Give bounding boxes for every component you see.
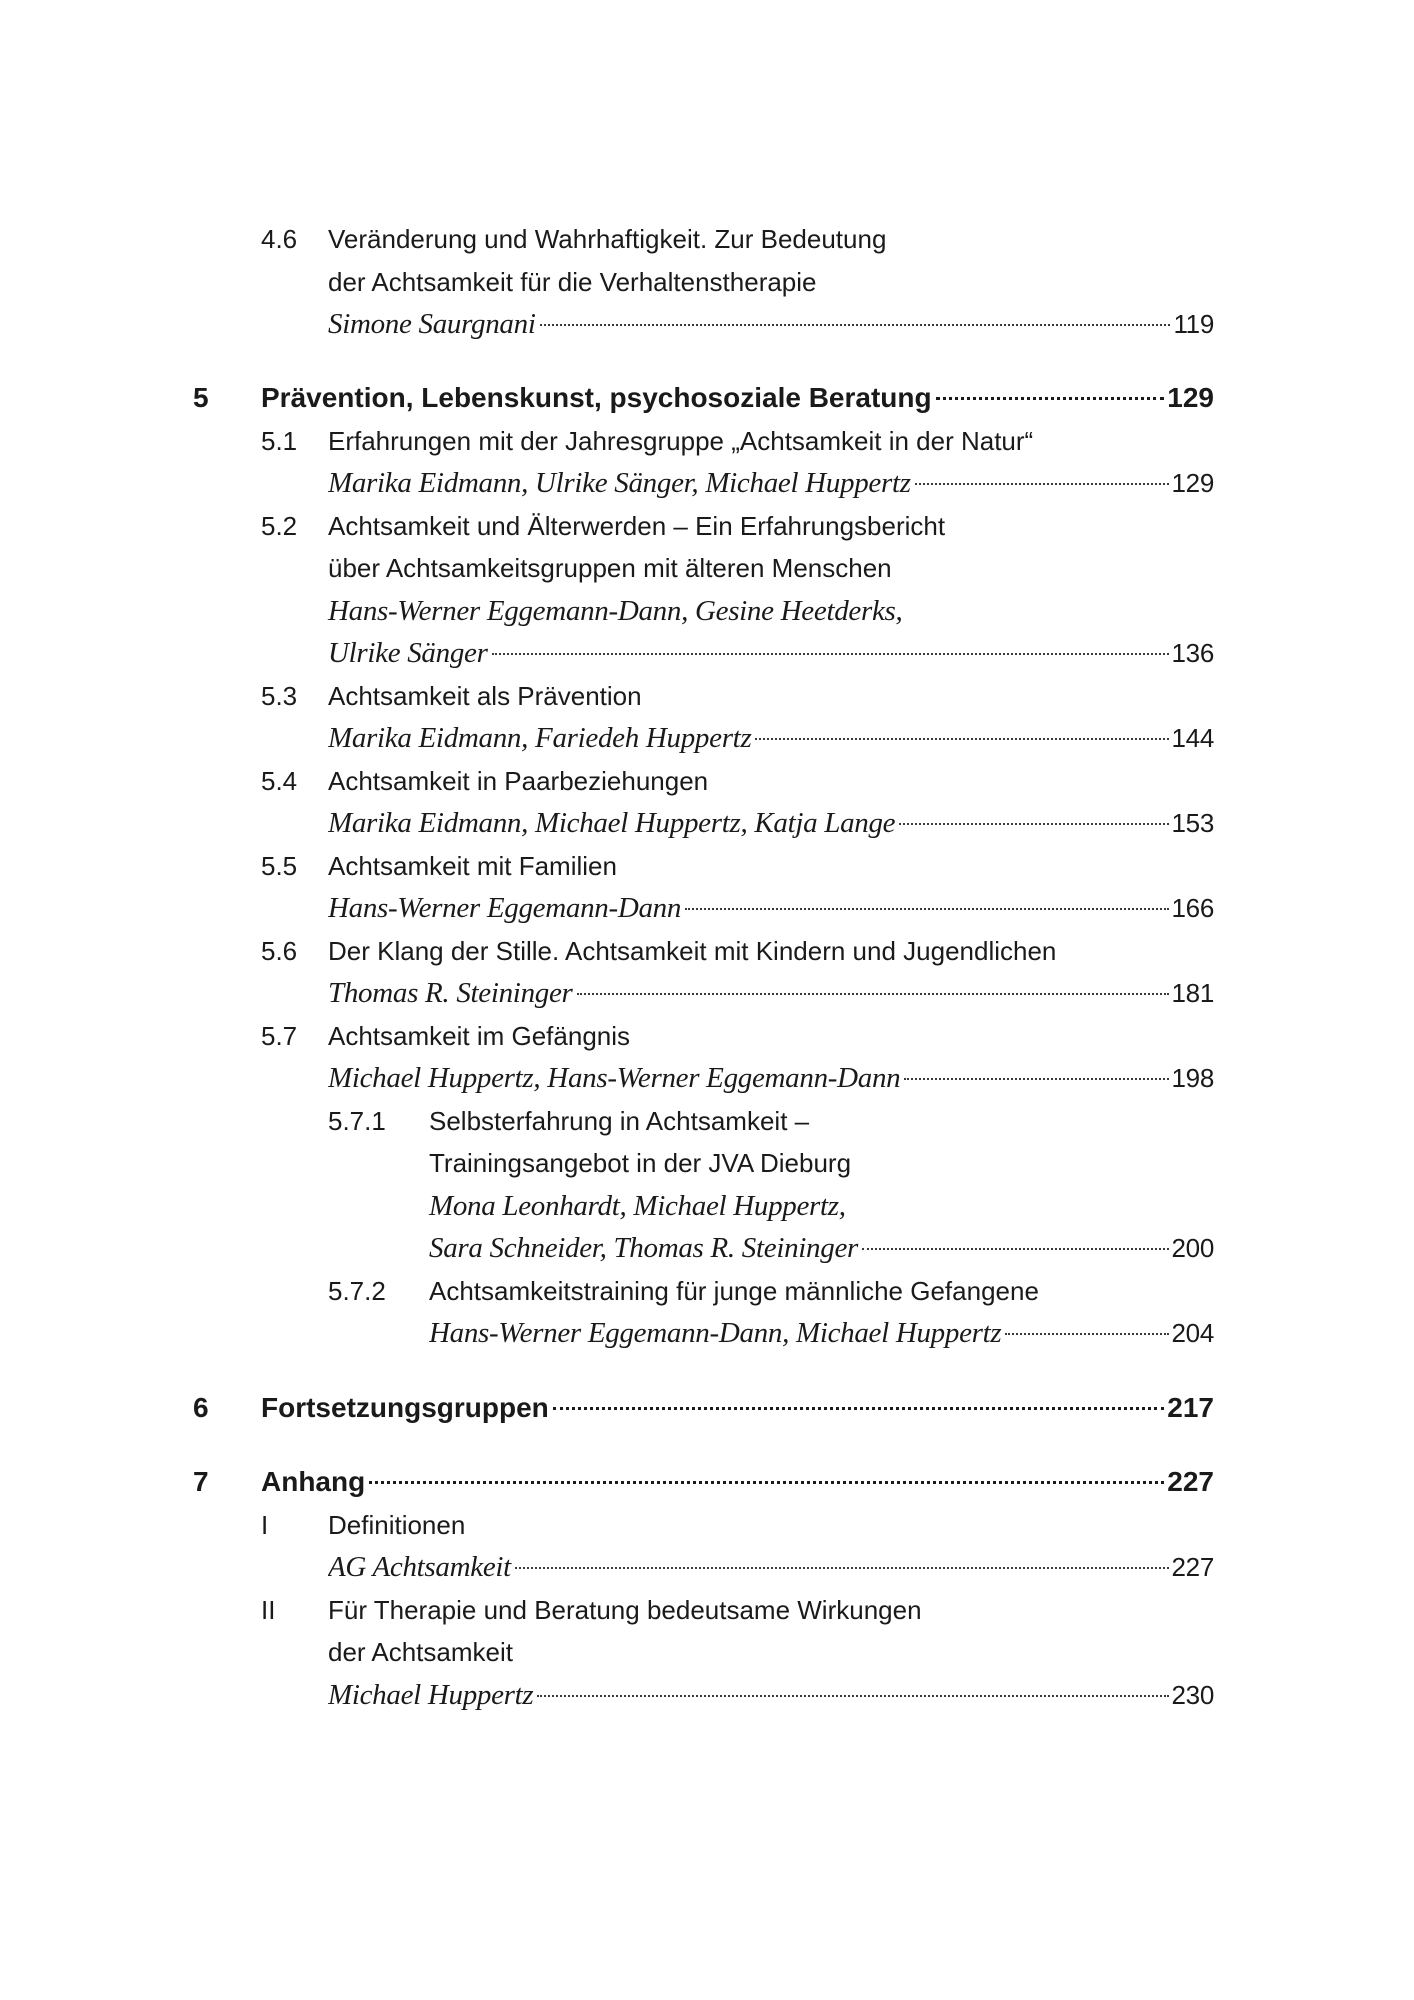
entry-title: Veränderung und Wahrhaftigkeit. Zur Bedeutung [328, 224, 887, 254]
entry-author: Marika Eidmann, Fariedeh Huppertz [328, 722, 752, 754]
entry-title: Achtsamkeit und Älterwerden – Ein Erfahrungsbericht [328, 511, 946, 541]
dot-leader [553, 1407, 1165, 1410]
toc-leader-row [429, 1313, 1214, 1353]
entry-author: Michael Huppertz [328, 1679, 534, 1711]
entry-title: der Achtsamkeit für die Verhaltenstherapie [328, 267, 817, 297]
toc-leader-row [328, 463, 1214, 503]
entry-title: Achtsamkeit als Prävention [328, 681, 642, 711]
page-number: 136 [1171, 638, 1214, 668]
dot-leader [577, 993, 1169, 995]
page-number: 129 [1167, 382, 1214, 413]
chapter-number: 7 [193, 1466, 209, 1497]
page-number: 204 [1171, 1318, 1214, 1348]
page-number: 200 [1171, 1233, 1214, 1263]
entry-number: 5.3 [261, 681, 298, 711]
page-number: 217 [1167, 1392, 1214, 1423]
dot-leader [899, 823, 1168, 825]
entry-author: Hans-Werner Eggemann-Dann, Gesine Heetderks, [328, 595, 903, 627]
dot-leader [492, 653, 1169, 655]
entry-author: Michael Huppertz, Hans-Werner Eggemann-Dann [328, 1062, 901, 1094]
chapter-row [261, 1462, 1214, 1502]
entry-author: Ulrike Sänger [328, 637, 488, 669]
dot-leader [685, 908, 1168, 910]
chapter-row [261, 378, 1214, 418]
entry-number: 5.4 [261, 766, 298, 796]
chapter-title: Fortsetzungsgruppen [261, 1392, 549, 1423]
entry-title: über Achtsamkeitsgruppen mit älteren Menschen [328, 553, 892, 583]
entry-author: AG Achtsamkeit [328, 1551, 511, 1583]
chapter-title: Prävention, Lebenskunst, psychosoziale Beratung [261, 382, 932, 413]
page-number: 181 [1171, 978, 1214, 1008]
entry-author: Simone Saurgnani [328, 308, 536, 340]
toc-leader-row [328, 1058, 1214, 1098]
page-number: 166 [1171, 893, 1214, 923]
toc-leader-row [328, 803, 1214, 843]
toc-leader-row [328, 304, 1214, 344]
dot-leader [369, 1481, 1164, 1484]
dot-leader [862, 1248, 1169, 1250]
dot-leader [1005, 1333, 1168, 1335]
entry-title: Definitionen [328, 1510, 466, 1540]
entry-number: 5.7 [261, 1021, 298, 1051]
chapter-title: Anhang [261, 1466, 366, 1497]
page-number: 153 [1171, 808, 1214, 838]
entry-number: 5.7.1 [328, 1106, 386, 1136]
entry-title: Erfahrungen mit der Jahresgruppe „Achtsamkeit in der Natur“ [328, 426, 1034, 456]
page-number: 119 [1173, 309, 1214, 339]
entry-author: Mona Leonhardt, Michael Huppertz, [429, 1190, 846, 1222]
chapter-number: 5 [193, 382, 209, 413]
entry-title: Achtsamkeit in Paarbeziehungen [328, 766, 709, 796]
dot-leader [755, 738, 1168, 740]
entry-author: Sara Schneider, Thomas R. Steininger [429, 1232, 859, 1264]
entry-number: I [261, 1510, 269, 1540]
entry-author: Hans-Werner Eggemann-Dann, Michael Huppertz [429, 1317, 1002, 1349]
dot-leader [936, 397, 1165, 400]
toc-leader-row [328, 973, 1214, 1013]
chapter-number: 6 [193, 1392, 209, 1423]
entry-title: Der Klang der Stille. Achtsamkeit mit Kindern und Jugendlichen [328, 936, 1057, 966]
entry-title: Achtsamkeit im Gefängnis [328, 1021, 631, 1051]
entry-title: der Achtsamkeit [328, 1637, 513, 1667]
entry-number: 5.2 [261, 511, 298, 541]
entry-number: II [261, 1595, 276, 1625]
entry-title: Achtsamkeit mit Familien [328, 851, 617, 881]
entry-title: Trainingsangebot in der JVA Dieburg [429, 1148, 852, 1178]
toc-leader-row [328, 1675, 1214, 1715]
entry-number: 5.1 [261, 426, 298, 456]
entry-number: 5.7.2 [328, 1276, 386, 1306]
entry-number: 4.6 [261, 224, 298, 254]
entry-author: Marika Eidmann, Michael Huppertz, Katja Lange [328, 807, 896, 839]
page-number: 198 [1171, 1063, 1214, 1093]
entry-number: 5.5 [261, 851, 298, 881]
entry-author: Hans-Werner Eggemann-Dann [328, 892, 682, 924]
page-number: 227 [1171, 1552, 1214, 1582]
dot-leader [915, 483, 1169, 485]
entry-title: Für Therapie und Beratung bedeutsame Wirkungen [328, 1595, 922, 1625]
page-number: 230 [1171, 1680, 1214, 1710]
chapter-row [261, 1388, 1214, 1428]
dot-leader [540, 324, 1171, 326]
entry-author: Thomas R. Steininger [328, 977, 573, 1009]
dot-leader [515, 1567, 1169, 1569]
page-number: 144 [1171, 723, 1214, 753]
toc-leader-row [429, 1228, 1214, 1268]
toc-leader-row [328, 718, 1214, 758]
page-number: 129 [1171, 468, 1214, 498]
entry-number: 5.6 [261, 936, 298, 966]
entry-title: Selbsterfahrung in Achtsamkeit – [429, 1106, 810, 1136]
page-number: 227 [1167, 1466, 1214, 1497]
toc-leader-row [328, 1547, 1214, 1587]
toc-leader-row [328, 633, 1214, 673]
dot-leader [537, 1695, 1168, 1697]
toc-leader-row [328, 888, 1214, 928]
entry-author: Marika Eidmann, Ulrike Sänger, Michael Huppertz [328, 467, 911, 499]
dot-leader [904, 1078, 1168, 1080]
entry-title: Achtsamkeitstraining für junge männliche Gefangene [429, 1276, 1039, 1306]
